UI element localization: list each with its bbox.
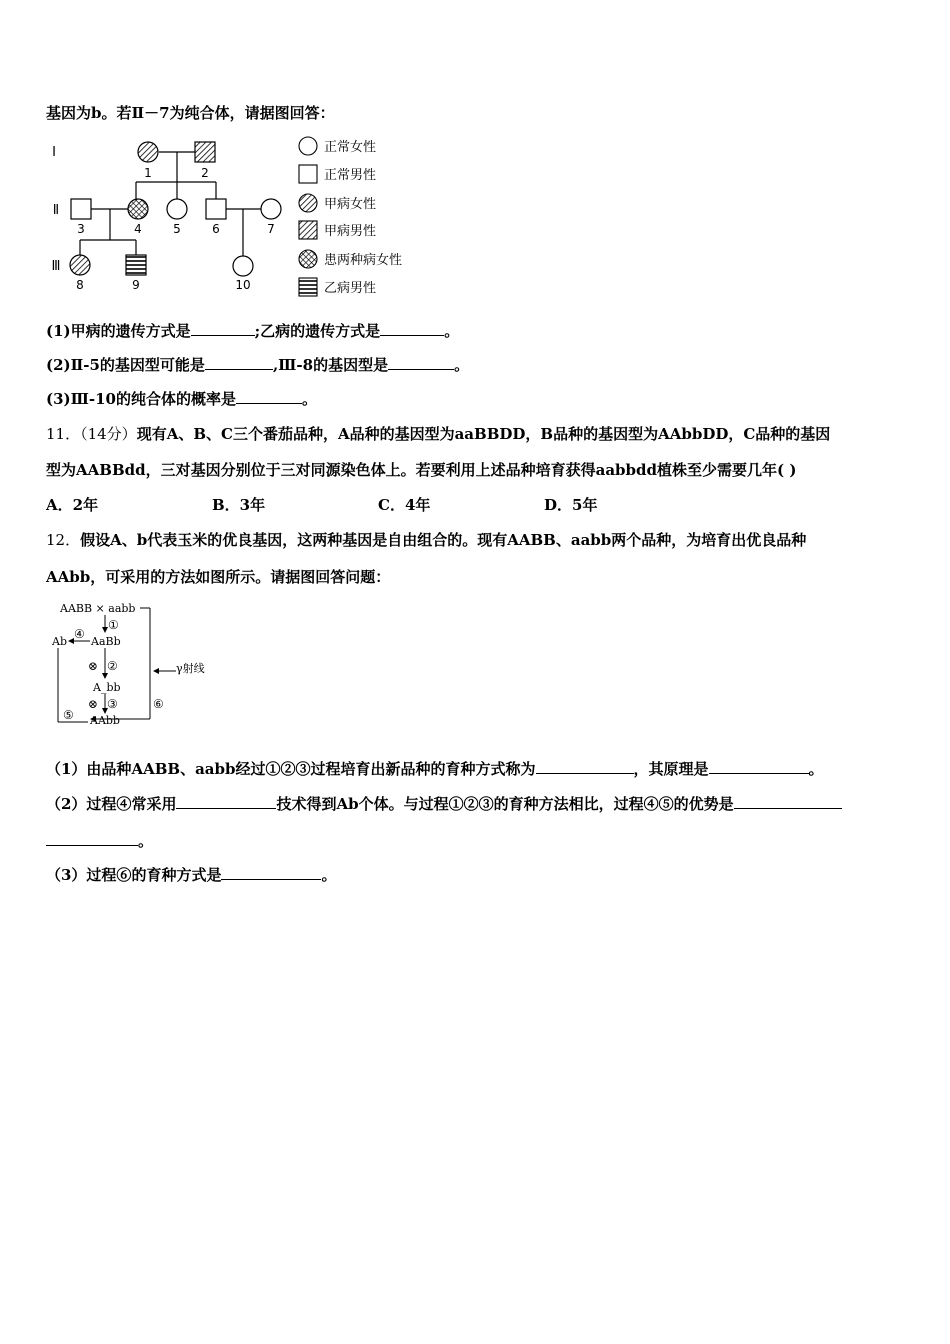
pedigree-chart [40,132,440,302]
diagram-self-2: ⊗ [88,697,99,711]
answer-blank[interactable] [205,355,273,370]
individual-label-8: 8 [76,278,84,292]
q11-number: 11．（14分） [46,425,137,443]
q11-option-b[interactable]: B．3年 [212,496,266,514]
q10-part3: (3)Ⅲ-10的纯合体的概率是 。 [46,390,318,408]
generation-label-3: Ⅲ [51,259,61,274]
q11-options [46,494,597,515]
individual-7-normal-female [261,199,281,219]
diagram-f1: AaBb [91,635,121,648]
legend-affected-male-icon [299,221,317,239]
individual-4-both-diseases-female [128,199,148,219]
diagram-result: AAbb [90,714,120,727]
individual-label-10: 10 [235,278,251,292]
diagram-step-2: ② [107,659,118,673]
diagram-gamma: γ射线 [176,662,205,675]
q10-part2: (2)Ⅱ-5的基因型可能是 ,Ⅲ-8的基因型是 。 [46,356,470,374]
legend-affected-female-icon [299,194,317,212]
legend-normal-female-label: 正常女性 [324,140,377,155]
generation-label-2: Ⅱ [52,203,60,218]
individual-label-4: 4 [134,222,142,236]
q12-line1: 12．假设A、b代表玉米的优良基因，这两种基因是自由组合的。现有AABB、aabb两个品种，为培育出优良品种 [46,531,807,549]
legend-disease-b-male-label: 乙病男性 [324,281,377,296]
answer-blank[interactable] [380,321,444,336]
answer-blank[interactable] [191,321,255,336]
individual-label-9: 9 [132,278,140,292]
individual-label-3: 3 [77,222,85,236]
intro-text: 基因为b。若Ⅱ－7为纯合体，请据图回答： [46,104,335,122]
individual-9-disease-b-male [126,255,146,275]
individual-label-2: 2 [201,166,209,180]
q12-sub1: （1）由品种AABB、aabb经过①②③过程培育出新品种的育种方式称为 ，其原理是 。 [46,760,824,778]
breeding-diagram [46,596,226,732]
answer-blank[interactable] [709,759,809,774]
diagram-step-6: ⑥ [153,697,164,711]
diagram-step-5: ⑤ [63,708,74,722]
diagram-f2: A_bb [93,681,121,694]
q11-option-a[interactable]: A．2年 [46,496,99,514]
q11-option-d[interactable]: D．5年 [544,496,598,514]
answer-blank[interactable] [388,355,454,370]
legend-both-diseases-female-icon [299,250,317,268]
individual-label-7: 7 [267,222,275,236]
individual-8-affected-female [70,255,90,275]
answer-blank[interactable] [236,389,302,404]
diagram-step-4: ④ [74,627,85,641]
legend-normal-male-label: 正常男性 [324,168,377,183]
q12-sub2-cont: 。 [46,830,153,851]
legend-normal-female-icon [299,137,317,155]
legend-both-diseases-female-label: 患两种病女性 [324,253,403,268]
diagram-self-1: ⊗ [88,659,99,673]
diagram-haploid: Ab [52,635,67,648]
legend-affected-female-label: 甲病女性 [324,197,377,212]
answer-blank[interactable] [176,794,276,809]
q10-part1: (1)甲病的遗传方式是 ;乙病的遗传方式是 。 [46,322,460,340]
q12-sub3: （3）过程⑥的育种方式是 。 [46,866,337,884]
answer-blank[interactable] [46,831,138,846]
diagram-step-1: ① [108,618,119,632]
individual-label-6: 6 [212,222,220,236]
legend-affected-male-label: 甲病男性 [324,224,377,239]
diagram-step-3: ③ [107,697,118,711]
individual-label-1: 1 [144,166,152,180]
individual-10-normal-female [233,256,253,276]
q11-line2: 型为AABBdd，三对基因分别位于三对同源染色体上。若要利用上述品种培育获得aabbdd植株至少需要几年( ) [46,461,797,479]
individual-5-normal-female [167,199,187,219]
q12-number: 12． [46,531,81,549]
legend-disease-b-male-icon [299,278,317,296]
individual-label-5: 5 [173,222,181,236]
q12-line2: AAbb，可采用的方法如图所示。请据图回答问题： [46,568,391,586]
diagram-parents: AABB × aabb [60,602,136,615]
answer-blank[interactable] [536,759,634,774]
individual-3-normal-male [71,199,91,219]
legend-normal-male-icon [299,165,317,183]
individual-6-normal-male [206,199,226,219]
answer-blank[interactable] [221,865,321,880]
q11-line1: 11．（14分）现有A、B、C三个番茄品种，A品种的基因型为aaBBDD，B品种的基因型为AAbbDD，C品种的基因 [46,425,831,443]
generation-label-1: Ⅰ [52,145,56,160]
individual-1-affected-female [138,142,158,162]
answer-blank[interactable] [734,794,842,809]
q11-option-c[interactable]: C．4年 [378,496,431,514]
q12-sub2: （2）过程④常采用 技术得到Ab个体。与过程①②③的育种方法相比，过程④⑤的优势是 [46,793,842,814]
individual-2-affected-male [195,142,215,162]
